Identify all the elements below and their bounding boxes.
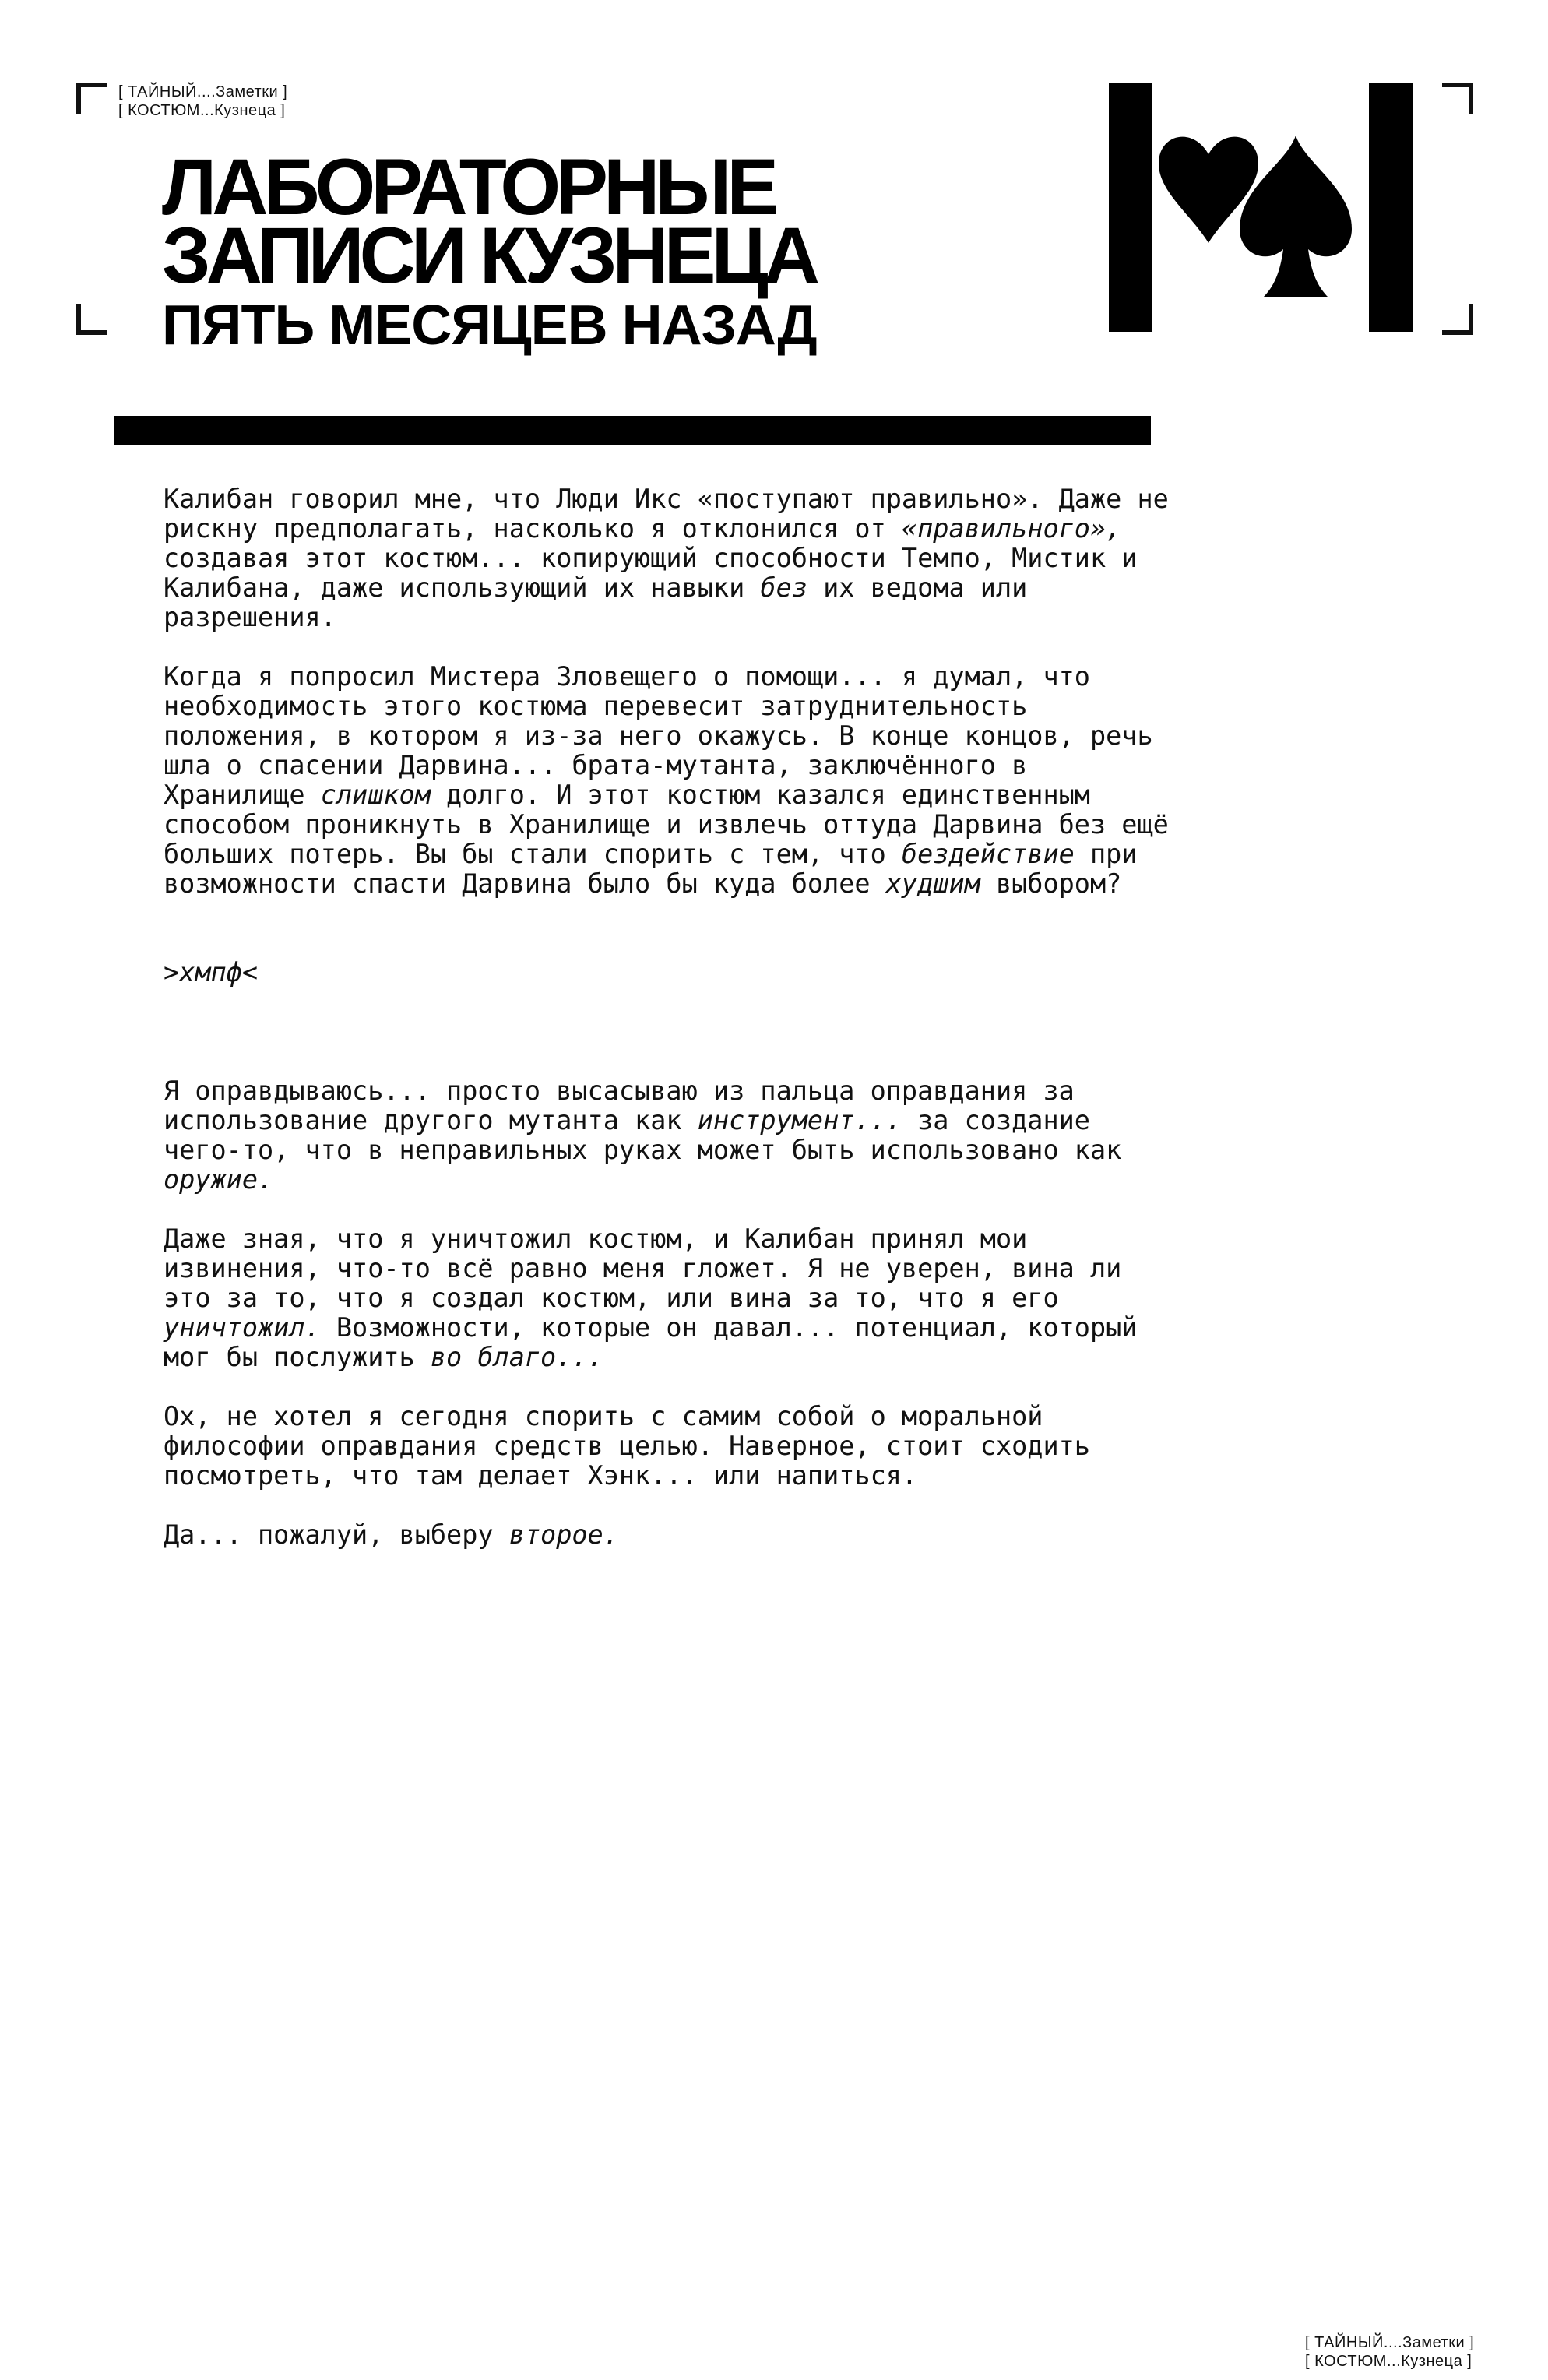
paragraph-1 — [164, 484, 1184, 632]
emphasis: инструмент... — [697, 1105, 902, 1135]
emphasis: слишком — [320, 780, 431, 810]
paragraph-2 — [164, 661, 1184, 899]
page-title — [162, 143, 1019, 360]
header-tag-line2: [ КОСТЮМ...Кузнеца ] — [118, 102, 286, 119]
text-run: Да... пожалуй, выберу — [164, 1519, 509, 1550]
text-run: Возможности, которые он давал... потенциал, который мог бы послужить — [164, 1312, 1153, 1372]
paragraph-5 — [164, 1224, 1176, 1372]
document-body — [164, 484, 1184, 1579]
paragraph-7 — [164, 1520, 1176, 1550]
corner-bracket-top-left — [76, 83, 107, 114]
emblem-right-bar — [1369, 83, 1413, 332]
text-run: Калибан говорил мне, что Люди Икс «поступают правильно». Даже не рискну предполагать, насколько я отклонился от — [164, 484, 1184, 544]
paragraph-4 — [164, 1076, 1176, 1195]
text-run: их ведома или разрешения. — [164, 572, 1043, 632]
text-run: долго. И этот костюм казался единственным способом проникнуть в Хранилище и извлечь оттуда Дарвина без ещё больших потерь. Вы бы стали спорить с тем, что — [164, 780, 1184, 869]
footer-tag — [1305, 2333, 1474, 2371]
emphasis: оружие. — [164, 1164, 274, 1195]
title-subtitle: ПЯТЬ МЕСЯЦЕВ НАЗАД — [162, 294, 817, 357]
corner-bracket-bottom-left — [76, 304, 107, 335]
corner-bracket-bottom-right — [1442, 304, 1473, 335]
heart-spade-emblem-icon — [1109, 83, 1420, 332]
emphasis: во благо... — [430, 1342, 603, 1372]
text-run: выбором? — [980, 868, 1122, 899]
emphasis: >хмпф< — [164, 957, 259, 988]
emphasis: бездействие — [901, 839, 1075, 869]
emphasis: второе. — [508, 1519, 619, 1550]
footer-tag-line1: [ ТАЙНЫЙ....Заметки ] — [1305, 2334, 1475, 2351]
header-tag — [118, 83, 287, 120]
text-run: за создание чего-то, что в неправильных руках может быть использовано как — [164, 1105, 1138, 1165]
title-line1: ЛАБОРАТОРНЫЕ — [162, 143, 775, 231]
header-tag-line1: [ ТАЙНЫЙ....Заметки ] — [118, 83, 288, 100]
text-run: Даже зная, что я уничтожил костюм, и Калибан принял мои извинения, что-то всё равно меня гложет. Я не уверен, вина ли это за то, что я создал костюм, или вина за то, что я его — [164, 1223, 1138, 1313]
paragraph-6: Ох, не хотел я сегодня спорить с самим собой о моральной философии оправдания средств целью. Наверное, стоит сходить посмотреть, что там делает Хэнк... или напиться. — [164, 1401, 1106, 1491]
text-run: Я оправдываюсь... просто высасываю из пальца оправдания за использование другого мутанта как — [164, 1076, 1090, 1135]
emphasis: без — [760, 572, 807, 603]
footer-tag-line2: [ КОСТЮМ...Кузнеца ] — [1305, 2353, 1472, 2370]
text-run: Когда я попросил Мистера Зловещего о помощи... я думал, что необходимость этого костюма перевесит затруднительность положения, в котором я из-за него окажусь. В конце концов, речь шла о спасении Дарвина... брата-мутанта, заключённого в Хранилище — [164, 661, 1169, 810]
text-run: создавая этот костюм... копирующий способности Темпо, Мистик и Калибана, даже использующий их навыки — [164, 513, 1153, 603]
emphasis: худшим — [885, 868, 980, 899]
header-divider-bar — [114, 416, 1151, 445]
emphasis: «правильного», — [901, 513, 1122, 544]
emphasis: уничтожил. — [164, 1312, 321, 1343]
corner-bracket-top-right — [1442, 83, 1473, 114]
title-line2: ЗАПИСИ КУЗНЕЦА — [162, 211, 816, 300]
text-run: при возможности спасти Дарвина было бы куда более — [164, 839, 1153, 899]
paragraph-3 — [164, 958, 1176, 988]
emblem-left-bar — [1109, 83, 1152, 332]
